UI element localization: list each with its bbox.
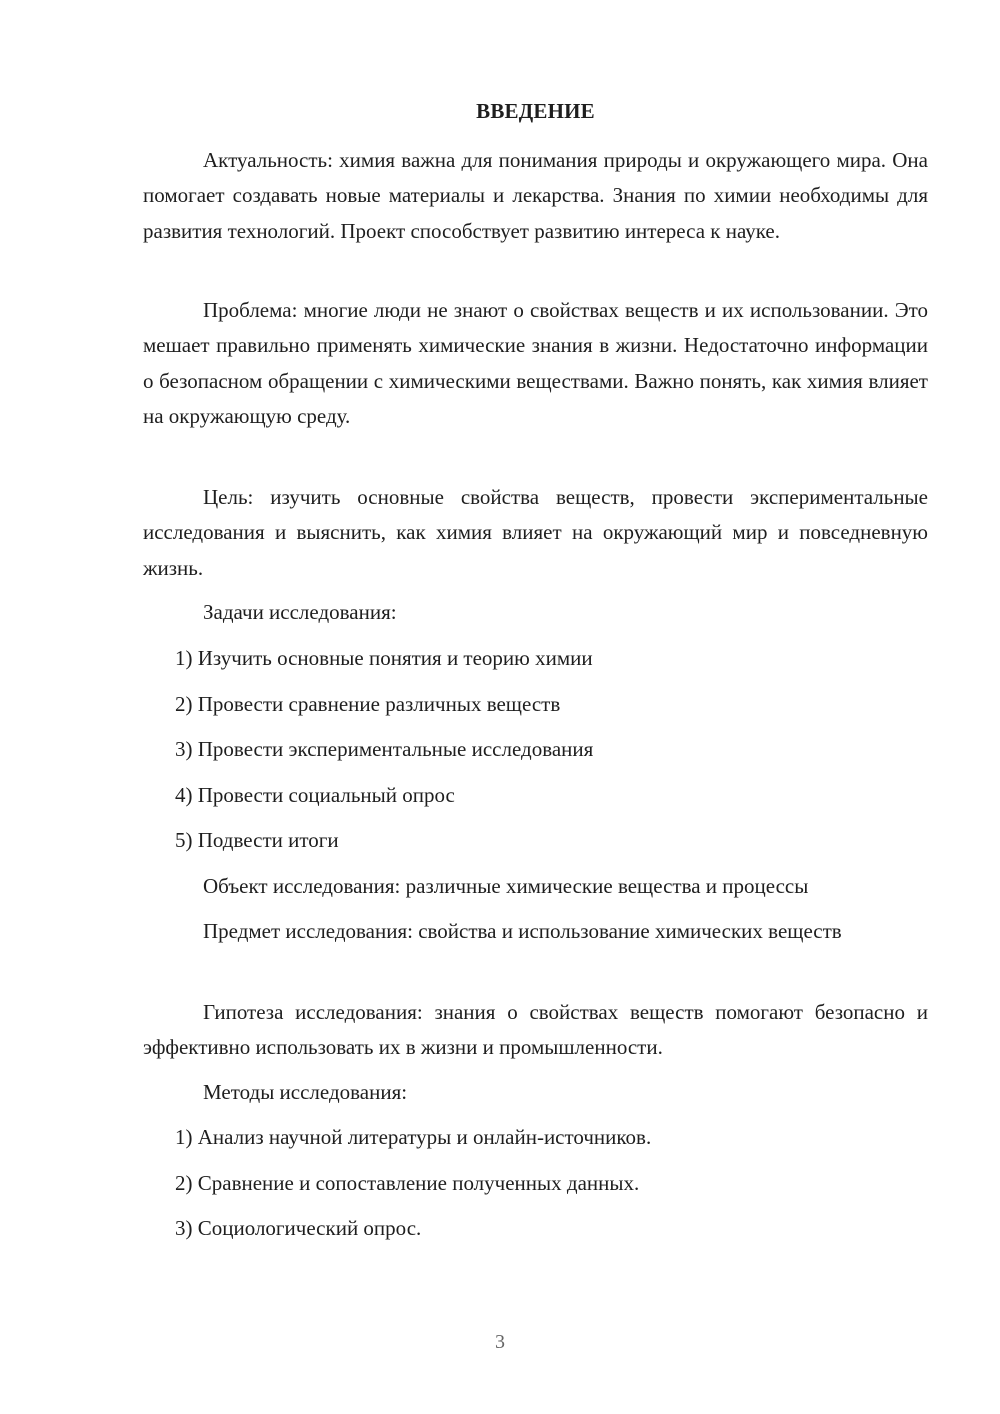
method-item-1: 1) Анализ научной литературы и онлайн-источников. [175, 1125, 652, 1149]
task-item-2: 2) Провести сравнение различных веществ [175, 692, 561, 716]
task-item-4: 4) Провести социальный опрос [175, 783, 455, 807]
method-item-3: 3) Социологический опрос. [175, 1216, 422, 1240]
paragraph-problem: Проблема: многие люди не знают о свойствах веществ и их использовании. Это мешает правильно применять химические знания в жизни. Недостаточно информации о безопасном обращении с химическими веществами. Важно понять, как химия влияет на окружающую среду. [143, 298, 928, 428]
research-subject: Предмет исследования: свойства и использование химических веществ [203, 919, 842, 943]
tasks-heading: Задачи исследования: [203, 600, 397, 624]
research-hypothesis: Гипотеза исследования: знания о свойствах веществ помогают безопасно и эффективно использовать их в жизни и промышленности. [143, 1000, 928, 1060]
task-item-1: 1) Изучить основные понятия и теорию химии [175, 646, 593, 670]
method-item-2: 2) Сравнение и сопоставление полученных данных. [175, 1171, 640, 1195]
research-object: Объект исследования: различные химические вещества и процессы [203, 874, 809, 898]
paragraph-relevance: Актуальность: химия важна для понимания природы и окружающего мира. Она помогает создавать новые материалы и лекарства. Знания по химии необходимы для развития технологий. Проект способствует развитию интереса к науке. [143, 148, 928, 243]
page-title: ВВЕДЕНИЕ [476, 99, 595, 123]
task-item-5: 5) Подвести итоги [175, 828, 339, 852]
methods-heading: Методы исследования: [203, 1080, 408, 1104]
page-number: 3 [495, 1331, 505, 1353]
paragraph-goal: Цель: изучить основные свойства веществ, провести экспериментальные исследования и выяснить, как химия влияет на окружающий мир и повседневную жизнь. [143, 485, 928, 580]
task-item-3: 3) Провести экспериментальные исследования [175, 737, 594, 761]
